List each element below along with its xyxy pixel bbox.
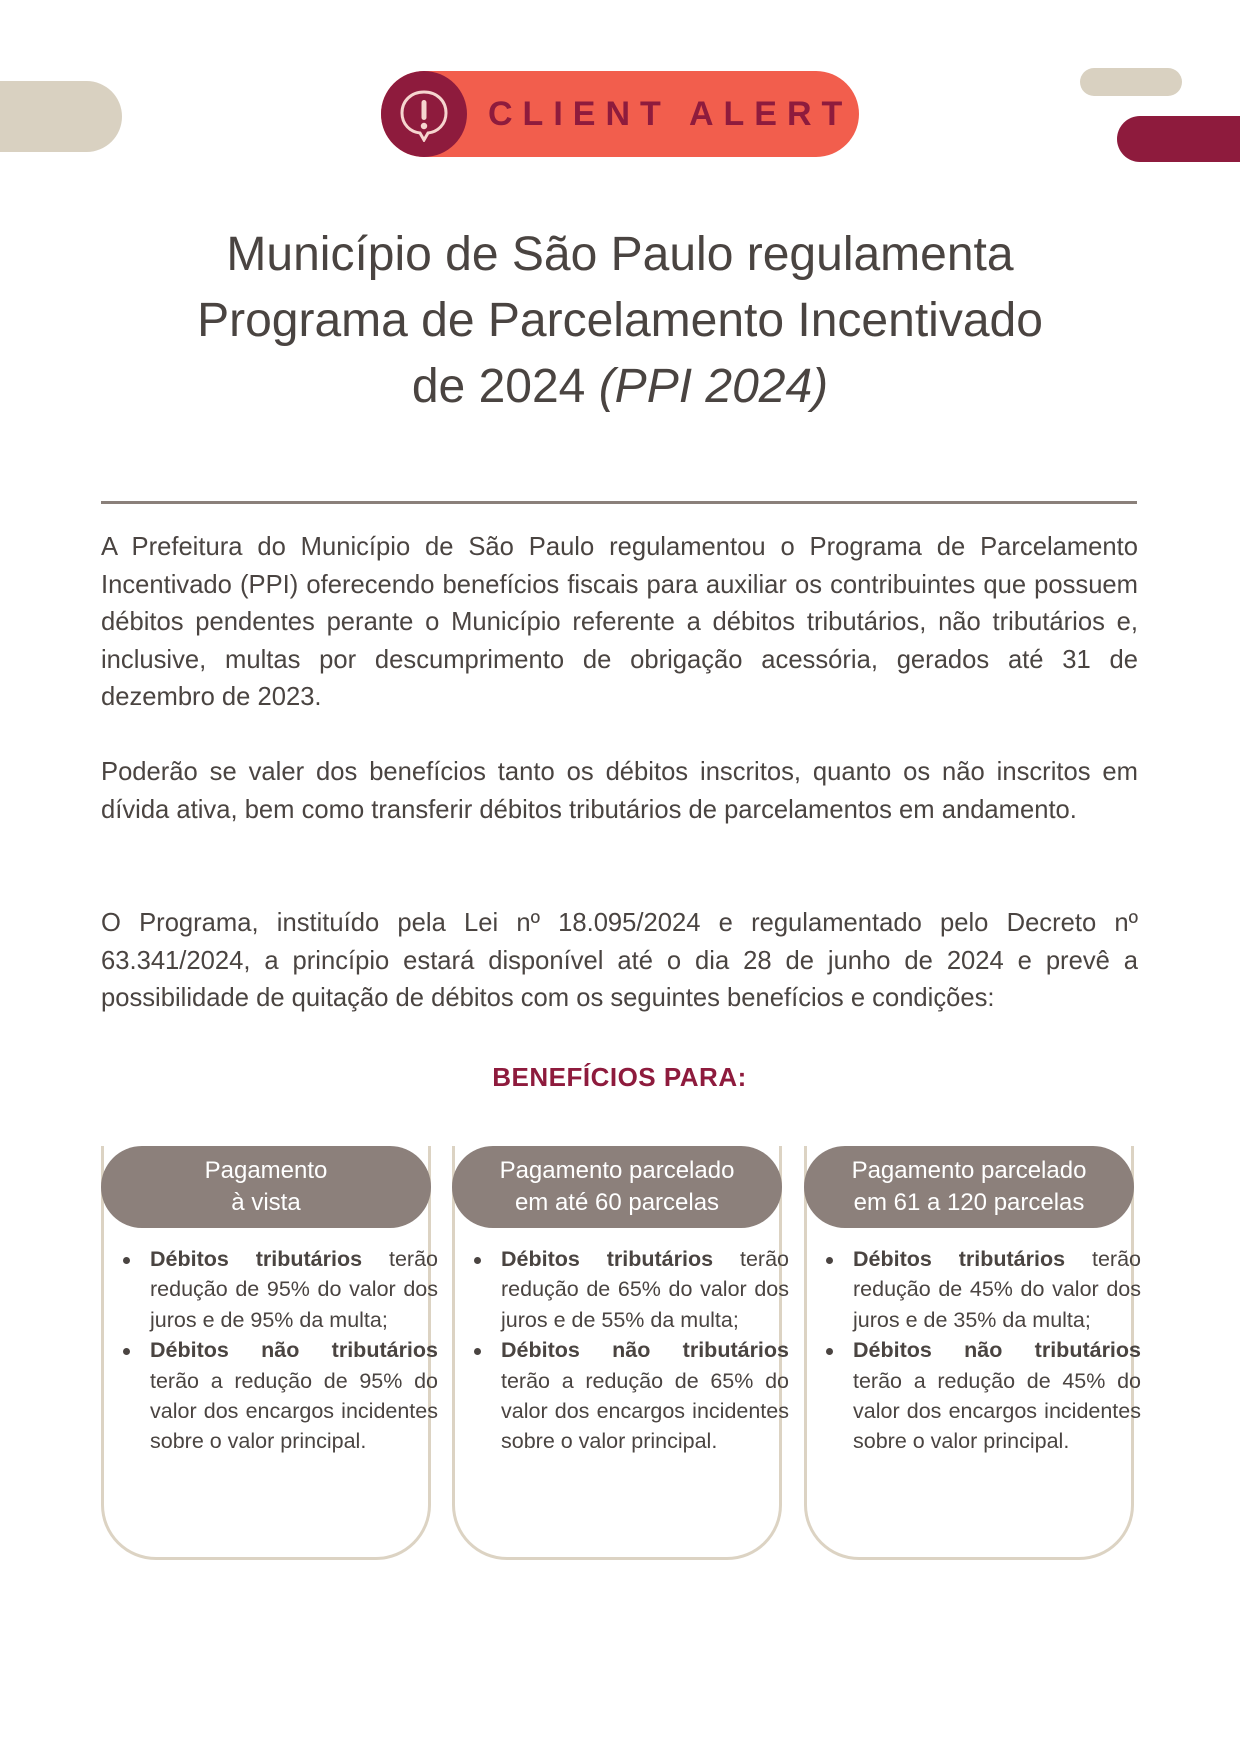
paragraph-program: O Programa, instituído pela Lei nº 18.095/2024 e regulamentado pelo Decreto nº 63.341/2024, a princípio estará disponível até o dia 28 de junho de 2024 e prevê a possibilidade de quitação de débitos com os seguintes benefícios e condições: — [101, 909, 1138, 1012]
benefits-heading: BENEFÍCIOS PARA: — [492, 1062, 747, 1092]
card-header-line-2: em até 60 parcelas — [514, 1189, 720, 1216]
card-header-line-1: Pagamento parcelado — [851, 1157, 1087, 1184]
item-bold: Débitos tributários — [150, 1247, 363, 1271]
benefit-card-cash — [101, 1146, 438, 1560]
card-header — [452, 1146, 782, 1228]
item-bold: Débitos não tributários — [853, 1338, 1141, 1363]
item-bold: Débitos não tributários — [150, 1338, 438, 1363]
title-line-2: Programa de Parcelamento Incentivado — [197, 294, 1043, 347]
benefit-list — [120, 1244, 438, 1457]
list-item — [150, 1335, 438, 1457]
title-line-1: Município de São Paulo regulamenta — [226, 228, 1014, 281]
page-title — [120, 222, 1120, 420]
item-text: terão a redução de 95% do valor dos encargos incidentes sobre o valor principal. — [150, 1368, 438, 1454]
divider — [101, 501, 1137, 504]
card-header-line-2: à vista — [231, 1189, 301, 1216]
title-line-3: de 2024 — [411, 360, 599, 413]
benefit-card-60-installments — [452, 1146, 789, 1560]
list-item — [501, 1335, 789, 1457]
item-text: terão a redução de 65% do valor dos encargos incidentes sobre o valor principal. — [501, 1368, 789, 1454]
paragraph-intro: A Prefeitura do Município de São Paulo regulamentou o Programa de Parcelamento Incentivado (PPI) oferecendo benefícios fiscais para auxiliar os contribuintes que possuem débitos pendentes perante o Município referente a débitos tributários, não tributários e, inclusive, multas por descumprimento de obrigação acessória, gerados até 31 de dezembro de 2023. — [101, 533, 1138, 711]
list-item — [150, 1244, 438, 1335]
benefit-list — [471, 1244, 789, 1457]
card-header-line-1: Pagamento — [204, 1157, 328, 1184]
list-item — [853, 1335, 1141, 1457]
item-bold: Débitos tributários — [853, 1247, 1066, 1271]
card-header-line-2: em 61 a 120 parcelas — [853, 1189, 1085, 1216]
list-item — [501, 1244, 789, 1335]
decorative-pill-right-top — [1080, 68, 1182, 96]
client-alert-label: CLIENT ALERT — [488, 95, 853, 133]
item-text: terão redução de 45% do valor dos juros e de 35% da multa; — [853, 1247, 1141, 1332]
decorative-pill-left — [0, 81, 122, 152]
item-bold: Débitos tributários — [501, 1247, 714, 1271]
list-item — [853, 1244, 1141, 1335]
benefit-card-61-120-installments — [804, 1146, 1141, 1560]
item-bold: Débitos não tributários — [501, 1338, 789, 1363]
benefit-list — [823, 1244, 1141, 1457]
paragraph-eligibility: Poderão se valer dos benefícios tanto os débitos inscritos, quanto os não inscritos em dívida ativa, bem como transferir débitos tributários de parcelamentos em andamento. — [101, 758, 1138, 824]
alert-icon — [381, 71, 467, 157]
card-header — [804, 1146, 1134, 1228]
item-text: terão redução de 65% do valor dos juros e de 55% da multa; — [501, 1247, 789, 1332]
decorative-pill-right-bottom — [1117, 116, 1240, 162]
card-header-line-1: Pagamento parcelado — [499, 1157, 735, 1184]
item-text: terão redução de 95% do valor dos juros e de 95% da multa; — [150, 1247, 438, 1332]
title-line-3-italic: (PPI 2024) — [598, 360, 829, 413]
item-text: terão a redução de 45% do valor dos encargos incidentes sobre o valor principal. — [853, 1368, 1141, 1454]
card-header — [101, 1146, 431, 1228]
